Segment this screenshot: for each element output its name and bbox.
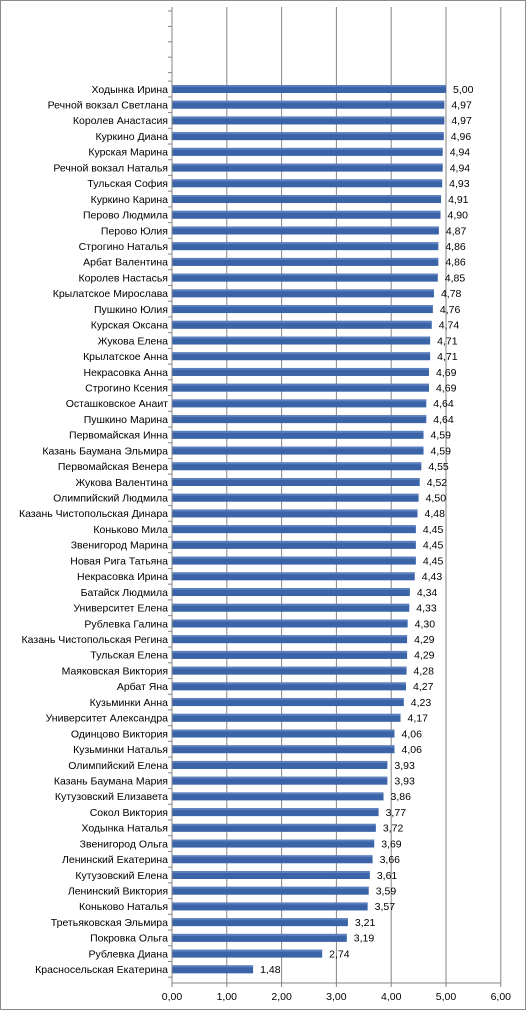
value-label: 3,72 [382, 822, 404, 835]
bar-highlight [172, 368, 429, 370]
value-label: 4,59 [430, 429, 451, 442]
bar-highlight [172, 399, 426, 401]
bar-highlight [172, 132, 444, 134]
value-label: 4,06 [401, 744, 422, 757]
value-label: 4,97 [451, 115, 472, 128]
category-label: Первомайская Инна [69, 429, 168, 442]
category-label: Третьяковская Эльмира [50, 916, 168, 929]
bar-highlight [172, 714, 401, 716]
category-label: Олимпийский Елена [68, 759, 168, 772]
value-label: 4,74 [438, 319, 460, 332]
value-label: 1,48 [260, 964, 281, 977]
value-label: 4,50 [425, 492, 447, 505]
value-label: 3,66 [379, 854, 401, 867]
category-label: Курская Марина [88, 146, 168, 159]
value-label: 4,45 [422, 523, 444, 536]
category-label: Кутузовский Елизавета [54, 791, 168, 804]
bar-highlight [172, 509, 418, 511]
bar-highlight [172, 635, 407, 637]
value-label: 4,71 [437, 335, 458, 348]
bar-highlight [172, 85, 446, 87]
category-label: Некрасовка Анна [83, 366, 168, 379]
category-label: Куркино Диана [95, 130, 168, 143]
value-label: 4,90 [447, 209, 468, 222]
category-label: Ленинский Екатерина [62, 854, 168, 867]
bar-highlight [172, 242, 438, 244]
bar-highlight [172, 116, 444, 118]
category-label: Кутузовский Елена [75, 869, 168, 882]
value-label: 4,93 [449, 178, 470, 191]
x-tick-label: 5,00 [435, 991, 457, 1003]
category-label: Покровка Ольга [90, 932, 168, 945]
category-label: Строгино Наталья [78, 241, 168, 253]
value-label: 4,48 [424, 508, 445, 521]
bar-highlight [172, 557, 416, 559]
value-label: 4,34 [416, 586, 438, 599]
bar-highlight [172, 918, 348, 920]
category-label: Звенигород Ольга [79, 838, 168, 851]
category-label: Университет Александра [45, 712, 168, 725]
value-label: 4,29 [414, 634, 435, 646]
category-label: Коньково Мила [93, 523, 168, 536]
bar-highlight [172, 808, 379, 810]
bar-highlight [172, 934, 347, 936]
bar-highlight [172, 384, 429, 386]
bar-highlight [172, 352, 430, 354]
bar-highlight [172, 619, 408, 621]
category-label: Строгино Ксения [85, 382, 168, 395]
bar-highlight [172, 761, 387, 763]
bar-highlight [172, 824, 376, 826]
category-label: Перово Юлия [100, 225, 168, 238]
category-label: Тульская София [87, 178, 168, 191]
category-label: Крылатское Анна [83, 351, 168, 364]
category-label: Казань Баумана Эльмира [42, 445, 168, 458]
bar-highlight [172, 148, 443, 150]
category-labels [19, 84, 168, 976]
category-label: Кузьминки Анна [89, 696, 168, 709]
value-label: 4,69 [436, 382, 457, 395]
value-label: 4,86 [445, 241, 466, 253]
value-label: 4,97 [451, 99, 472, 112]
value-label: 4,64 [433, 413, 454, 426]
x-tick-label: 6,00 [490, 991, 512, 1003]
category-label: Олимпийский Людмила [53, 492, 168, 505]
category-label: Первомайская Венера [57, 461, 168, 474]
category-label: Королев Настасья [78, 272, 168, 285]
bar-highlight [172, 494, 419, 496]
bar-highlight [172, 289, 434, 291]
value-label: 4,59 [430, 445, 451, 458]
bar-highlight [172, 950, 322, 952]
bar-highlight [172, 462, 421, 464]
bar-highlight [172, 604, 409, 606]
value-label: 3,86 [390, 791, 411, 804]
category-label: Куркино Карина [90, 193, 168, 206]
category-label: Жукова Елена [97, 335, 168, 348]
category-label: Рублевка Галина [84, 618, 168, 631]
bar-highlight [172, 682, 406, 684]
category-label: Коньково Наталья [79, 901, 168, 914]
value-label: 3,69 [381, 838, 402, 851]
category-label: Казань Чистопольская Регина [21, 634, 168, 646]
bar-highlight [172, 792, 384, 794]
category-label: Казань Чистопольская Динара [18, 508, 168, 521]
category-label: Пушкино Марина [83, 413, 168, 426]
category-label: Тульская Елена [90, 649, 168, 662]
category-label: Ходынка Наталья [81, 822, 168, 835]
value-label: 4,78 [440, 288, 462, 301]
bar-highlight [172, 179, 442, 181]
value-label: 4,94 [449, 146, 471, 159]
value-label: 4,64 [433, 398, 454, 411]
category-label: Маяковская Виктория [61, 665, 168, 678]
bar-highlight [172, 195, 441, 197]
value-label: 4,86 [445, 256, 466, 269]
bar-highlight [172, 698, 404, 700]
bar-chart [1, 1, 526, 1011]
bar-highlight [172, 258, 438, 260]
bar-highlight [172, 588, 410, 590]
value-label: 3,77 [385, 806, 407, 819]
category-label: Речной вокзал Светлана [47, 99, 168, 112]
value-label: 3,21 [354, 916, 376, 929]
x-tick-label: 4,00 [380, 991, 402, 1003]
category-label: Перово Людмила [83, 209, 168, 222]
category-label: Одинцово Виктория [70, 728, 168, 741]
bar-highlight [172, 226, 439, 228]
value-label: 4,17 [407, 712, 428, 725]
x-tick-label: 3,00 [326, 991, 347, 1003]
value-label: 4,45 [422, 555, 444, 568]
value-label: 3,57 [374, 901, 396, 914]
value-label: 4,28 [413, 665, 434, 678]
value-label: 4,06 [401, 728, 422, 741]
bar-highlight [172, 651, 407, 653]
category-label: Кузьминки Наталья [73, 744, 168, 757]
x-tick-labels [162, 991, 511, 1003]
category-label: Казань Баумана Мария [53, 775, 168, 788]
category-label: Пушкино Юлия [93, 303, 168, 316]
category-label: Арбат Яна [116, 681, 168, 694]
value-label: 4,43 [421, 571, 443, 584]
bar-highlight [172, 871, 370, 873]
value-label: 4,30 [414, 618, 436, 631]
x-tick-label: 2,00 [271, 991, 292, 1003]
bar-highlight [172, 415, 426, 417]
category-label: Осташковское Анаит [65, 398, 168, 411]
bar-highlight [172, 525, 416, 527]
value-label: 4,94 [449, 162, 471, 175]
value-label: 4,91 [448, 193, 469, 206]
x-tick-label: 0,00 [161, 991, 183, 1003]
category-label: Крылатское Мирослава [52, 288, 168, 301]
value-label: 4,33 [416, 602, 437, 615]
bar-highlight [172, 965, 253, 967]
value-label: 4,87 [445, 225, 467, 238]
bar-highlight [172, 305, 433, 307]
value-label: 3,19 [353, 932, 375, 945]
value-label: 4,45 [422, 539, 444, 552]
bar-highlight [172, 572, 415, 574]
value-label: 4,23 [410, 696, 432, 709]
category-label: Новая Рига Татьяна [70, 555, 168, 568]
value-label: 4,55 [428, 461, 449, 474]
bar-highlight [172, 478, 420, 480]
value-label: 4,96 [450, 130, 472, 143]
value-label: 4,29 [414, 649, 435, 662]
bars [172, 85, 446, 973]
bar-highlight [172, 211, 441, 213]
bar-highlight [172, 840, 374, 842]
value-label: 4,76 [439, 303, 461, 316]
value-label: 3,93 [394, 775, 415, 788]
category-label: Университет Елена [73, 602, 168, 615]
category-label: Королев Анастасия [72, 115, 168, 128]
value-label: 2,74 [329, 948, 350, 961]
bar-highlight [172, 321, 432, 323]
bar-highlight [172, 274, 438, 276]
value-label: 3,59 [375, 885, 397, 898]
category-label: Сокол Виктория [89, 806, 168, 819]
x-tick-label: 1,00 [216, 991, 238, 1003]
value-label: 3,93 [394, 759, 415, 772]
category-label: Арбат Валентина [83, 256, 168, 269]
bar-highlight [172, 337, 430, 339]
value-label: 4,71 [437, 351, 458, 364]
bar-highlight [172, 887, 369, 889]
bar-highlight [172, 902, 368, 904]
bar-highlight [172, 730, 394, 732]
bar-highlight [172, 164, 443, 166]
bar-highlight [172, 855, 373, 857]
bar-highlight [172, 447, 424, 449]
category-label: Курская Оксана [90, 319, 168, 332]
category-label: Ходынка Ирина [91, 83, 168, 96]
category-label: Звенигород Марина [70, 539, 168, 552]
value-label: 4,52 [426, 476, 448, 489]
bar-highlight [172, 667, 407, 669]
value-label: 4,69 [436, 366, 457, 379]
category-label: Некрасовка Ирина [77, 571, 168, 584]
category-label: Рублевка Диана [88, 948, 168, 961]
value-label: 5,00 [453, 83, 474, 96]
bar-highlight [172, 541, 416, 543]
bar-highlight [172, 745, 394, 747]
bar-highlight [172, 101, 444, 103]
value-label: 4,27 [412, 681, 434, 694]
category-label: Батайск Людмила [80, 586, 168, 599]
category-label: Ленинский Виктория [67, 885, 168, 898]
bar-highlight [172, 777, 387, 779]
category-label: Красносельская Екатерина [35, 964, 168, 977]
value-label: 3,61 [376, 869, 398, 882]
bar-highlight [172, 431, 424, 433]
value-label: 4,85 [444, 272, 466, 285]
category-label: Жукова Валентина [75, 476, 168, 489]
category-label: Речной вокзал Наталья [53, 162, 168, 175]
